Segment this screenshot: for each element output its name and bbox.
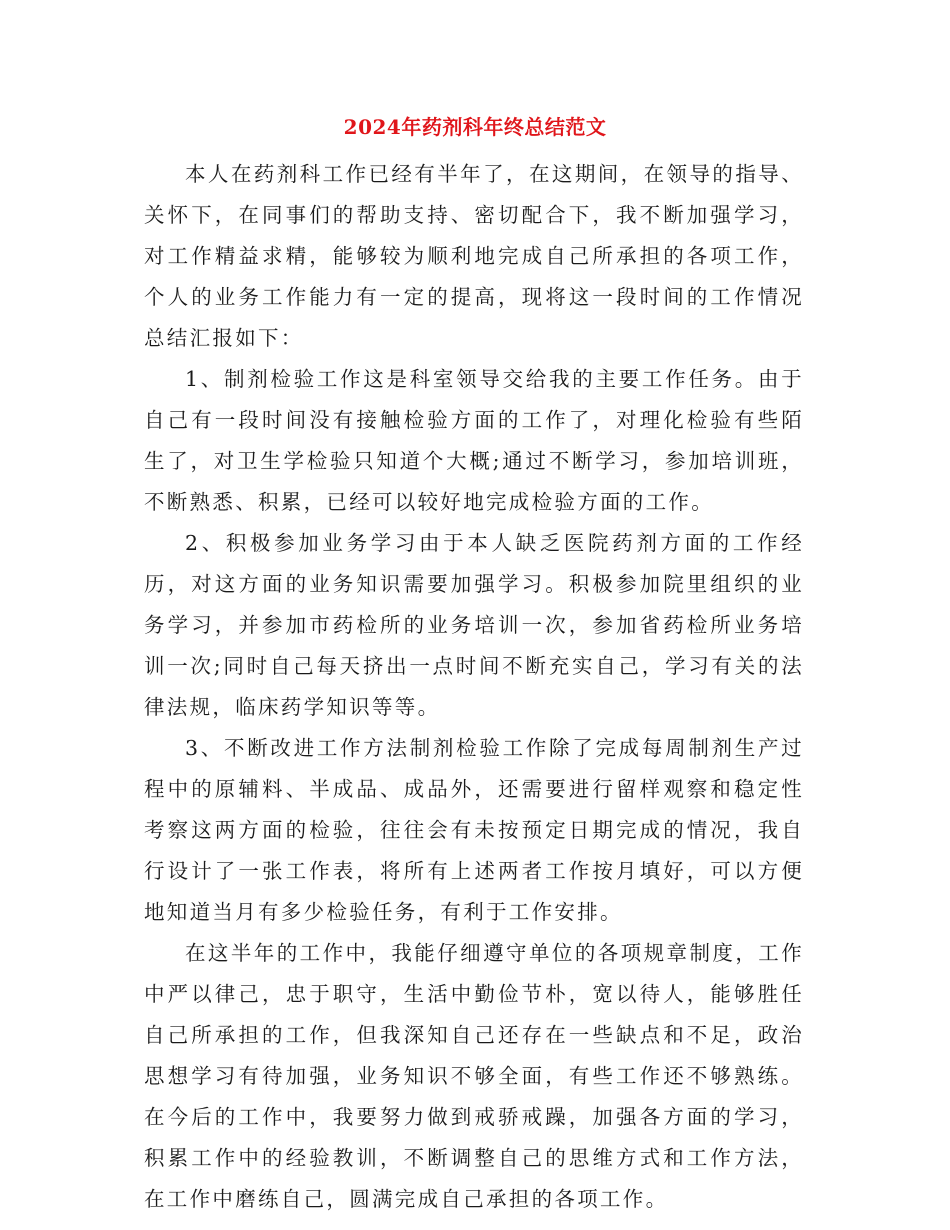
paragraph-item-1: 1、制剂检验工作这是科室领导交给我的主要工作任务。由于自己有一段时间没有接触检验方面的工作了，对理化检验有些陌生了，对卫生学检验只知道个大概;通过不断学习，参加培训班，不断熟悉、积累，已经可以较好地完成检验方面的工作。 bbox=[144, 367, 804, 514]
paragraph-item-2: 2、积极参加业务学习由于本人缺乏医院药剂方面的工作经历，对这方面的业务知识需要加强学习。积极参加院里组织的业务学习，并参加市药检所的业务培训一次，参加省药检所业务培训一次;同时自己每天挤出一点时间不断充实自己，学习有关的法律法规，临床药学知识等等。 bbox=[144, 531, 804, 719]
document-body bbox=[144, 154, 804, 1220]
paragraph-conclusion: 在这半年的工作中，我能仔细遵守单位的各项规章制度，工作中严以律己，忠于职守，生活中勤俭节朴，宽以待人，能够胜任自己所承担的工作，但我深知自己还存在一些缺点和不足，政治思想学习有待加强，业务知识不够全面，有些工作还不够熟练。在今后的工作中，我要努力做到戒骄戒躁，加强各方面的学习，积累工作中的经验教训，不断调整自己的思维方式和工作方法，在工作中磨练自己，圆满完成自己承担的各项工作。 bbox=[144, 941, 804, 1211]
paragraph-item-3: 3、不断改进工作方法制剂检验工作除了完成每周制剂生产过程中的原辅料、半成品、成品外，还需要进行留样观察和稳定性考察这两方面的检验，往往会有未按预定日期完成的情况，我自行设计了一张工作表，将所有上述两者工作按月填好，可以方便地知道当月有多少检验任务，有利于工作安排。 bbox=[144, 736, 804, 924]
document-title: 2024年药剂科年终总结范文 bbox=[343, 115, 607, 139]
paragraph-intro: 本人在药剂科工作已经有半年了，在这期间，在领导的指导、关怀下，在同事们的帮助支持、密切配合下，我不断加强学习，对工作精益求精，能够较为顺利地完成自己所承担的各项工作，个人的业务工作能力有一定的提高，现将这一段时间的工作情况总结汇报如下： bbox=[144, 162, 804, 350]
